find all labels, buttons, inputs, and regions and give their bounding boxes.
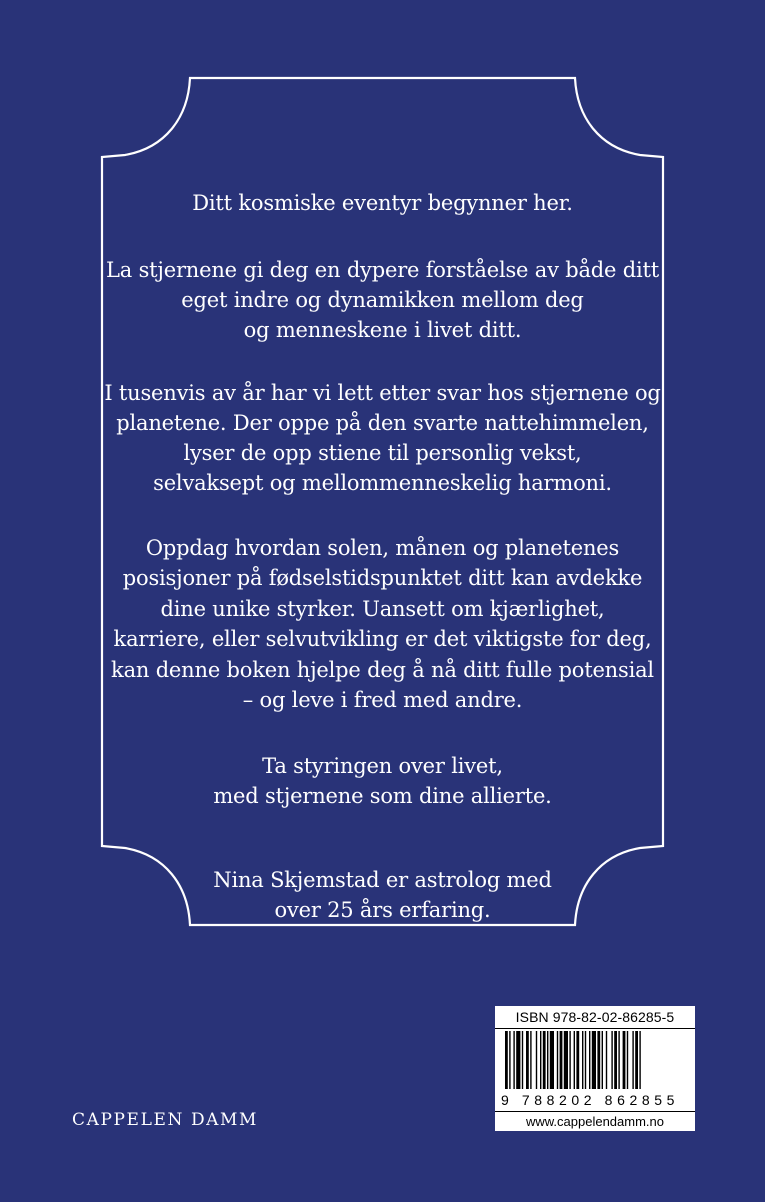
barcode-bar — [623, 1031, 626, 1089]
barcode-bar — [606, 1031, 607, 1089]
barcode-bar — [509, 1031, 510, 1089]
paragraph-1-line: La stjernene gi deg en dypere forståelse av både ditt — [106, 258, 659, 282]
barcode-bar — [547, 1031, 548, 1089]
publisher-url: www.cappelendamm.no — [495, 1111, 695, 1132]
barcode-bar — [543, 1031, 546, 1089]
paragraph-2-line: I tusenvis av år har vi lett etter svar hos stjernene og — [104, 381, 661, 405]
barcode-bar — [611, 1031, 612, 1089]
barcode-bar — [582, 1031, 583, 1089]
paragraph-3-line: Oppdag hvordan solen, månen og planetenes — [145, 536, 620, 560]
barcode-bar — [574, 1031, 575, 1089]
paragraph-1-line: og menneskene i livet ditt. — [243, 318, 522, 342]
barcode-bar — [589, 1031, 590, 1089]
barcode-bar — [618, 1031, 619, 1089]
paragraph-3-line: – og leve i fred med andre. — [242, 688, 523, 712]
barcode-bar — [513, 1031, 514, 1089]
barcode-bar — [536, 1031, 537, 1089]
barcode-bar — [560, 1031, 563, 1089]
paragraph-2-line: lyser de opp stiene til personlig vekst, — [183, 441, 582, 465]
author-bio-line: Nina Skjemstad er astrolog med — [213, 868, 552, 892]
barcode-bar — [550, 1031, 554, 1089]
barcode-bar — [592, 1031, 596, 1089]
paragraph-2-line: selvaksept og mellommenneskelig harmoni. — [153, 471, 612, 495]
barcode-bar — [635, 1031, 638, 1089]
barcode-bar — [627, 1031, 628, 1089]
barcode-bar — [505, 1031, 508, 1089]
paragraph-3-line: karriere, eller selvutvikling er det viktigste for deg, — [113, 627, 652, 651]
closing-line: med stjernene som dine allierte. — [213, 784, 552, 808]
isbn-barcode — [495, 1006, 695, 1131]
author-bio-line: over 25 års erfaring. — [274, 898, 491, 922]
paragraph-1-line: eget indre og dynamikken mellom deg — [181, 288, 584, 312]
barcode-bar — [516, 1031, 520, 1089]
barcode-bar — [585, 1031, 586, 1089]
barcode-bar — [576, 1031, 579, 1089]
paragraph-2-line: planetene. Der oppe på den svarte nattehimmelen, — [116, 411, 649, 435]
barcode-bar — [602, 1031, 603, 1089]
paragraph-3-line: posisjoner på fødselstidspunktet ditt kan avdekke — [122, 566, 643, 590]
barcode-bars — [499, 1031, 691, 1091]
barcode-bar — [639, 1031, 640, 1089]
isbn-label: ISBN 978-82-02-86285-5 — [495, 1006, 695, 1029]
closing-line: Ta styringen over livet, — [262, 754, 503, 778]
barcode-bar — [569, 1031, 570, 1089]
barcode-bar — [597, 1031, 600, 1089]
paragraph-3-line: kan denne boken hjelpe deg å nå ditt fulle potensial — [111, 658, 654, 682]
barcode-bar — [522, 1031, 523, 1089]
publisher-logo: CAPPELEN DAMM — [72, 1110, 259, 1130]
paragraph-3-line: dine unike styrker. Uansett om kjærlighet, — [160, 597, 605, 621]
barcode-bar — [564, 1031, 568, 1089]
barcode-bar — [557, 1031, 558, 1089]
barcode-bar — [632, 1031, 633, 1089]
barcode-bar — [530, 1031, 531, 1089]
barcode-bar — [526, 1031, 529, 1089]
barcode-digits: 9 788202 862855 — [501, 1092, 679, 1108]
barcode-bar — [614, 1031, 617, 1089]
tagline: Ditt kosmiske eventyr begynner her. — [192, 191, 573, 215]
barcode-bar — [540, 1031, 541, 1089]
